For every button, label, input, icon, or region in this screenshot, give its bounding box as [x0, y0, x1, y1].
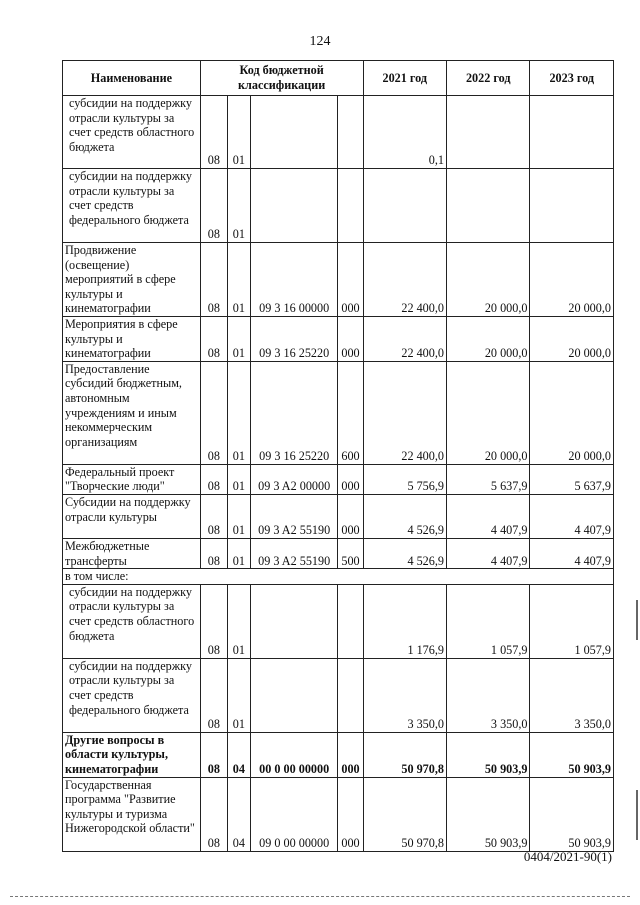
table-row: [63, 494, 614, 538]
row-value-2021: 50 970,8: [363, 732, 446, 777]
row-value-2022: 5 637,9: [447, 464, 530, 494]
row-value-2021: 22 400,0: [363, 361, 446, 464]
table-row: [63, 361, 614, 464]
row-code-target: [250, 658, 338, 732]
row-value-2021: 5 756,9: [363, 464, 446, 494]
header-2021: 2021 год: [363, 61, 446, 96]
row-code-section: 08: [200, 777, 227, 851]
row-code-type: 000: [338, 464, 363, 494]
row-code-subsection: 01: [227, 658, 250, 732]
row-name: субсидии на поддержку отрасли культуры за счет средств областного бюджета: [63, 584, 201, 658]
row-code-section: 08: [200, 361, 227, 464]
row-value-2021: [363, 169, 446, 243]
row-value-2022: [447, 169, 530, 243]
row-code-subsection: 01: [227, 584, 250, 658]
row-code-target: 09 0 00 00000: [250, 777, 338, 851]
row-code-section: 08: [200, 169, 227, 243]
row-code-subsection: 01: [227, 361, 250, 464]
row-code-target: 09 3 16 25220: [250, 361, 338, 464]
row-value-2023: [530, 96, 614, 169]
row-name: Государственная программа "Развитие культуры и туризма Нижегородской области": [63, 777, 201, 851]
header-2023: 2023 год: [530, 61, 614, 96]
row-value-2022: 4 407,9: [447, 494, 530, 538]
row-code-type: 600: [338, 361, 363, 464]
budget-table: [62, 60, 614, 852]
row-code-type: 000: [338, 317, 363, 362]
row-code-subsection: 01: [227, 169, 250, 243]
row-code-type: 500: [338, 538, 363, 568]
row-value-2021: 3 350,0: [363, 658, 446, 732]
row-code-subsection: 04: [227, 777, 250, 851]
row-value-2023: 50 903,9: [530, 777, 614, 851]
row-code-section: 08: [200, 243, 227, 317]
row-code-section: 08: [200, 464, 227, 494]
row-value-2023: 4 407,9: [530, 494, 614, 538]
row-code-section: 08: [200, 96, 227, 169]
table-row: [63, 169, 614, 243]
row-code-subsection: 01: [227, 494, 250, 538]
row-name: Мероприятия в сфере культуры и кинематографии: [63, 317, 201, 362]
row-code-subsection: 01: [227, 464, 250, 494]
row-value-2023: 20 000,0: [530, 317, 614, 362]
header-2022: 2022 год: [447, 61, 530, 96]
bottom-divider: [10, 896, 630, 897]
row-value-2022: 20 000,0: [447, 361, 530, 464]
table-row: [63, 584, 614, 658]
row-code-type: [338, 658, 363, 732]
row-code-type: [338, 96, 363, 169]
row-code-section: 08: [200, 584, 227, 658]
row-name: Федеральный проект "Творческие люди": [63, 464, 201, 494]
row-code-target: 09 3 16 25220: [250, 317, 338, 362]
row-code-type: 000: [338, 777, 363, 851]
row-name: Межбюджетные трансферты: [63, 538, 201, 568]
row-code-target: 09 3 A2 00000: [250, 464, 338, 494]
row-code-subsection: 01: [227, 317, 250, 362]
row-value-2021: 4 526,9: [363, 494, 446, 538]
row-code-subsection: 01: [227, 96, 250, 169]
row-code-type: 000: [338, 494, 363, 538]
table-row: [63, 243, 614, 317]
table-row: [63, 96, 614, 169]
table-row: [63, 658, 614, 732]
header-name: Наименование: [63, 61, 201, 96]
row-name: Продвижение (освещение) мероприятий в сфере культуры и кинематографии: [63, 243, 201, 317]
row-name: субсидии на поддержку отрасли культуры за счет средств федерального бюджета: [63, 658, 201, 732]
row-value-2023: 20 000,0: [530, 243, 614, 317]
row-code-section: 08: [200, 658, 227, 732]
row-value-2023: 3 350,0: [530, 658, 614, 732]
row-name: субсидии на поддержку отрасли культуры за счет средств областного бюджета: [63, 96, 201, 169]
scan-edge-mark: [636, 600, 638, 640]
row-value-2022: 4 407,9: [447, 538, 530, 568]
row-code-target: [250, 584, 338, 658]
document-id: 0404/2021-90(1): [523, 849, 612, 864]
row-value-2022: 3 350,0: [447, 658, 530, 732]
row-code-target: 00 0 00 00000: [250, 732, 338, 777]
row-code-target: [250, 96, 338, 169]
row-value-2023: [530, 169, 614, 243]
row-value-2021: 22 400,0: [363, 317, 446, 362]
row-code-section: 08: [200, 538, 227, 568]
row-value-2022: 1 057,9: [447, 584, 530, 658]
row-value-2023: 4 407,9: [530, 538, 614, 568]
table-row: [63, 777, 614, 851]
row-code-section: 08: [200, 494, 227, 538]
row-value-2021: 22 400,0: [363, 243, 446, 317]
row-value-2022: 20 000,0: [447, 317, 530, 362]
scan-edge-mark: [636, 790, 638, 840]
row-value-2021: 1 176,9: [363, 584, 446, 658]
row-code-type: 000: [338, 243, 363, 317]
table-row: [63, 464, 614, 494]
row-code-target: 09 3 A2 55190: [250, 538, 338, 568]
row-name: Другие вопросы в области культуры, кинематографии: [63, 732, 201, 777]
row-value-2021: 4 526,9: [363, 538, 446, 568]
table-row-total: [63, 732, 614, 777]
page-number: 124: [309, 34, 331, 49]
row-code-target: 09 3 16 00000: [250, 243, 338, 317]
row-code-target: [250, 169, 338, 243]
row-code-type: [338, 584, 363, 658]
row-value-2022: [447, 96, 530, 169]
row-value-2022: 20 000,0: [447, 243, 530, 317]
row-code-target: 09 3 A2 55190: [250, 494, 338, 538]
row-code-type: 000: [338, 732, 363, 777]
row-value-2022: 50 903,9: [447, 732, 530, 777]
row-code-type: [338, 169, 363, 243]
row-value-2023: 5 637,9: [530, 464, 614, 494]
row-code-subsection: 01: [227, 243, 250, 317]
row-value-2023: 20 000,0: [530, 361, 614, 464]
row-code-section: 08: [200, 732, 227, 777]
row-value-2023: 1 057,9: [530, 584, 614, 658]
table-row-subheading: [63, 569, 614, 585]
table-row: [63, 317, 614, 362]
row-value-2023: 50 903,9: [530, 732, 614, 777]
row-code-subsection: 01: [227, 538, 250, 568]
row-value-2021: 0,1: [363, 96, 446, 169]
row-code-section: 08: [200, 317, 227, 362]
table-header-row: [63, 61, 614, 96]
row-value-2022: 50 903,9: [447, 777, 530, 851]
row-name: субсидии на поддержку отрасли культуры за счет средств федерального бюджета: [63, 169, 201, 243]
header-budget-code: Код бюджетной классификации: [200, 61, 363, 96]
row-name: в том числе:: [63, 569, 614, 585]
row-value-2021: 50 970,8: [363, 777, 446, 851]
row-name: Предоставление субсидий бюджетным, автономным учреждениям и иным некоммерческим организациям: [63, 361, 201, 464]
row-code-subsection: 04: [227, 732, 250, 777]
table-row: [63, 538, 614, 568]
row-name: Субсидии на поддержку отрасли культуры: [63, 494, 201, 538]
